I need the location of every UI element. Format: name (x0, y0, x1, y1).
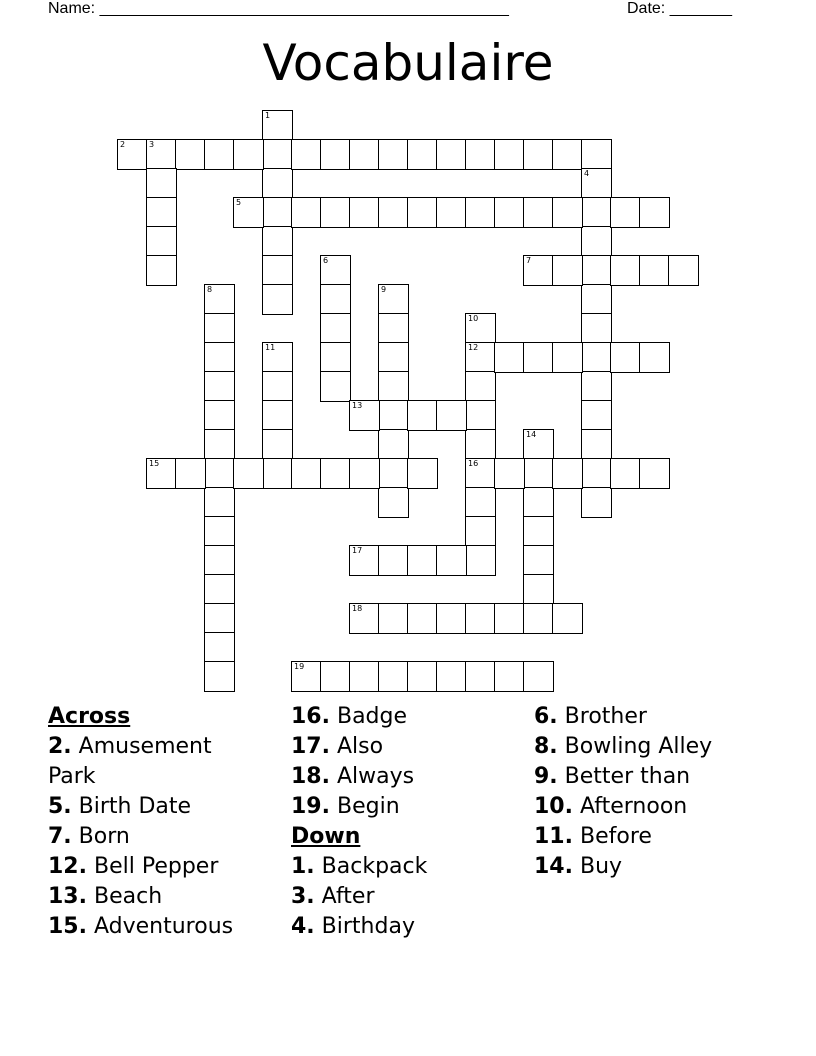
grid-cell[interactable] (581, 168, 612, 199)
grid-cell[interactable] (465, 429, 496, 460)
grid-cell[interactable] (349, 197, 380, 228)
clue-across-7: 7. Born (48, 824, 130, 849)
clue-number: 12 (468, 343, 479, 352)
clue-across-2: 2. Amusement Park (48, 734, 212, 789)
grid-cell[interactable] (349, 661, 380, 692)
page-title: Vocabulaire (262, 34, 554, 92)
grid-cell[interactable] (146, 168, 177, 199)
clue-across-19: 19. Begin (291, 794, 400, 819)
grid-cell[interactable] (465, 139, 496, 170)
clue-number: 19 (294, 662, 305, 671)
clue-across-5: 5. Birth Date (48, 794, 192, 819)
grid-cell[interactable] (494, 603, 525, 634)
across-heading: Across (48, 704, 131, 729)
grid-cell[interactable] (523, 574, 554, 605)
grid-cell[interactable] (436, 400, 467, 431)
grid-cell[interactable] (610, 255, 641, 286)
grid-cell[interactable] (465, 400, 496, 431)
grid-cell[interactable] (233, 458, 264, 489)
grid-cell[interactable] (465, 371, 496, 402)
grid-cell[interactable] (465, 603, 496, 634)
grid-cell[interactable] (117, 139, 148, 170)
grid-cell[interactable] (204, 545, 235, 576)
grid-cell[interactable] (204, 574, 235, 605)
grid-cell[interactable] (262, 458, 293, 489)
grid-cell[interactable] (146, 139, 177, 170)
grid-cell[interactable] (378, 603, 409, 634)
grid-cell[interactable] (581, 226, 612, 257)
grid-cell[interactable] (523, 139, 554, 170)
grid-cell[interactable] (320, 284, 351, 315)
grid-cell[interactable] (204, 458, 235, 489)
grid-cell[interactable] (262, 284, 293, 315)
grid-cell[interactable] (378, 284, 409, 315)
grid-cell[interactable] (610, 458, 641, 489)
grid-cell[interactable] (378, 139, 409, 170)
grid-cell[interactable] (204, 429, 235, 460)
grid-cell[interactable] (465, 342, 496, 373)
grid-cell[interactable] (262, 168, 293, 199)
grid-cell[interactable] (291, 661, 322, 692)
grid-cell[interactable] (407, 458, 438, 489)
grid-cell[interactable] (465, 545, 496, 576)
grid-cell[interactable] (581, 342, 612, 373)
grid-cell[interactable] (552, 255, 583, 286)
grid-cell[interactable] (146, 255, 177, 286)
clue-across-15: 15. Adventurous (48, 914, 234, 939)
grid-cell[interactable] (465, 661, 496, 692)
grid-cell[interactable] (175, 458, 206, 489)
grid-cell[interactable] (523, 603, 554, 634)
grid-cell[interactable] (349, 139, 380, 170)
grid-cell[interactable] (204, 342, 235, 373)
grid-cell[interactable] (204, 603, 235, 634)
grid-cell[interactable] (523, 487, 554, 518)
grid-cell[interactable] (378, 371, 409, 402)
grid-cell[interactable] (436, 197, 467, 228)
clue-down-4: 4. Birthday (291, 914, 415, 939)
grid-cell[interactable] (523, 661, 554, 692)
grid-cell[interactable] (407, 603, 438, 634)
clue-number: 18 (352, 604, 363, 613)
grid-cell[interactable] (494, 458, 525, 489)
grid-cell[interactable] (581, 284, 612, 315)
grid-cell[interactable] (523, 429, 554, 460)
grid-cell[interactable] (262, 110, 293, 141)
grid-cell[interactable] (204, 661, 235, 692)
grid-cell[interactable] (610, 342, 641, 373)
clue-down-1: 1. Backpack (291, 854, 428, 879)
clue-number: 10 (468, 314, 479, 323)
grid-cell[interactable] (581, 458, 612, 489)
grid-cell[interactable] (523, 255, 554, 286)
grid-cell[interactable] (349, 400, 380, 431)
grid-cell[interactable] (291, 197, 322, 228)
grid-cell[interactable] (320, 139, 351, 170)
grid-cell[interactable] (378, 487, 409, 518)
down-heading: Down (291, 824, 361, 849)
clue-number: 1 (265, 111, 271, 120)
clue-across-16: 16. Badge (291, 704, 408, 729)
grid-cell[interactable] (204, 516, 235, 547)
clue-across-17: 17. Also (291, 734, 384, 759)
grid-cell[interactable] (407, 400, 438, 431)
grid-cell[interactable] (465, 516, 496, 547)
grid-cell[interactable] (494, 139, 525, 170)
grid-cell[interactable] (204, 400, 235, 431)
clue-number: 8 (207, 285, 213, 294)
grid-cell[interactable] (349, 603, 380, 634)
grid-cell[interactable] (204, 371, 235, 402)
clue-number: 17 (352, 546, 363, 555)
clue-number: 6 (323, 256, 329, 265)
grid-cell[interactable] (523, 458, 554, 489)
grid-cell[interactable] (320, 661, 351, 692)
grid-cell[interactable] (146, 458, 177, 489)
grid-cell[interactable] (378, 661, 409, 692)
grid-cell[interactable] (378, 313, 409, 344)
grid-cell[interactable] (552, 603, 583, 634)
grid-cell[interactable] (523, 342, 554, 373)
grid-cell[interactable] (581, 371, 612, 402)
clue-down-8: 8. Bowling Alley (534, 734, 713, 759)
grid-cell[interactable] (436, 545, 467, 576)
grid-cell[interactable] (465, 487, 496, 518)
date-field: Date: _______ (627, 0, 732, 17)
grid-cell[interactable] (494, 342, 525, 373)
grid-cell[interactable] (378, 342, 409, 373)
grid-cell[interactable] (436, 139, 467, 170)
grid-cell[interactable] (552, 458, 583, 489)
grid-cell[interactable] (320, 313, 351, 344)
grid-cell[interactable] (581, 313, 612, 344)
clue-down-3: 3. After (291, 884, 375, 909)
grid-cell[interactable] (378, 458, 409, 489)
clue-number: 4 (584, 169, 590, 178)
grid-cell[interactable] (204, 632, 235, 663)
grid-cell[interactable] (262, 371, 293, 402)
grid-cell[interactable] (436, 661, 467, 692)
grid-cell[interactable] (581, 400, 612, 431)
grid-cell[interactable] (146, 226, 177, 257)
grid-cell[interactable] (436, 603, 467, 634)
clue-down-14: 14. Buy (534, 854, 623, 879)
grid-cell[interactable] (175, 139, 206, 170)
grid-cell[interactable] (639, 197, 670, 228)
grid-cell[interactable] (523, 197, 554, 228)
clue-down-11: 11. Before (534, 824, 652, 849)
grid-cell[interactable] (262, 197, 293, 228)
grid-cell[interactable] (204, 139, 235, 170)
clue-across-18: 18. Always (291, 764, 415, 789)
grid-cell[interactable] (581, 487, 612, 518)
grid-cell[interactable] (204, 487, 235, 518)
grid-cell[interactable] (320, 342, 351, 373)
grid-cell[interactable] (407, 545, 438, 576)
grid-cell[interactable] (204, 284, 235, 315)
grid-cell[interactable] (552, 139, 583, 170)
grid-cell[interactable] (349, 545, 380, 576)
clue-number: 7 (526, 256, 532, 265)
grid-cell[interactable] (262, 226, 293, 257)
grid-cell[interactable] (581, 255, 612, 286)
grid-cell[interactable] (146, 197, 177, 228)
grid-cell[interactable] (581, 197, 612, 228)
grid-cell[interactable] (320, 255, 351, 286)
grid-cell[interactable] (494, 197, 525, 228)
grid-cell[interactable] (668, 255, 699, 286)
clue-down-9: 9. Better than (534, 764, 691, 789)
grid-cell[interactable] (639, 342, 670, 373)
grid-cell[interactable] (407, 197, 438, 228)
clues-column-1 (48, 702, 248, 942)
clue-down-10: 10. Afternoon (534, 794, 688, 819)
grid-cell[interactable] (639, 458, 670, 489)
grid-cell[interactable] (639, 255, 670, 286)
grid-cell[interactable] (407, 661, 438, 692)
clue-across-12: 12. Bell Pepper (48, 854, 219, 879)
clue-number: 15 (149, 459, 160, 468)
grid-cell[interactable] (233, 139, 264, 170)
grid-cell[interactable] (349, 458, 380, 489)
clue-number: 13 (352, 401, 363, 410)
grid-cell[interactable] (581, 139, 612, 170)
clue-number: 14 (526, 430, 537, 439)
clue-number: 5 (236, 198, 242, 207)
clues-column-2 (291, 702, 491, 942)
clue-number: 11 (265, 343, 276, 352)
grid-cell[interactable] (320, 371, 351, 402)
clue-number: 2 (120, 140, 126, 149)
grid-cell[interactable] (610, 197, 641, 228)
name-field: Name: ______________________________________________ (48, 0, 509, 17)
grid-cell[interactable] (204, 313, 235, 344)
grid-cell[interactable] (378, 429, 409, 460)
grid-cell[interactable] (320, 197, 351, 228)
grid-cell[interactable] (523, 545, 554, 576)
clue-down-6: 6. Brother (534, 704, 647, 729)
grid-cell[interactable] (291, 139, 322, 170)
grid-cell[interactable] (262, 400, 293, 431)
grid-cell[interactable] (465, 458, 496, 489)
grid-cell[interactable] (552, 197, 583, 228)
grid-cell[interactable] (465, 197, 496, 228)
clue-number: 16 (468, 459, 479, 468)
grid-cell[interactable] (523, 516, 554, 547)
grid-cell[interactable] (378, 545, 409, 576)
grid-cell[interactable] (465, 313, 496, 344)
grid-cell[interactable] (320, 458, 351, 489)
grid-cell[interactable] (494, 661, 525, 692)
grid-cell[interactable] (407, 139, 438, 170)
grid-cell[interactable] (262, 139, 293, 170)
grid-cell[interactable] (291, 458, 322, 489)
grid-cell[interactable] (262, 429, 293, 460)
grid-cell[interactable] (378, 197, 409, 228)
grid-cell[interactable] (233, 197, 264, 228)
grid-cell[interactable] (262, 342, 293, 373)
grid-cell[interactable] (378, 400, 409, 431)
grid-cell[interactable] (552, 342, 583, 373)
clue-number: 3 (149, 140, 155, 149)
clue-across-13: 13. Beach (48, 884, 163, 909)
clues-column-3 (534, 702, 794, 882)
grid-cell[interactable] (581, 429, 612, 460)
grid-cell[interactable] (262, 255, 293, 286)
clue-number: 9 (381, 285, 387, 294)
